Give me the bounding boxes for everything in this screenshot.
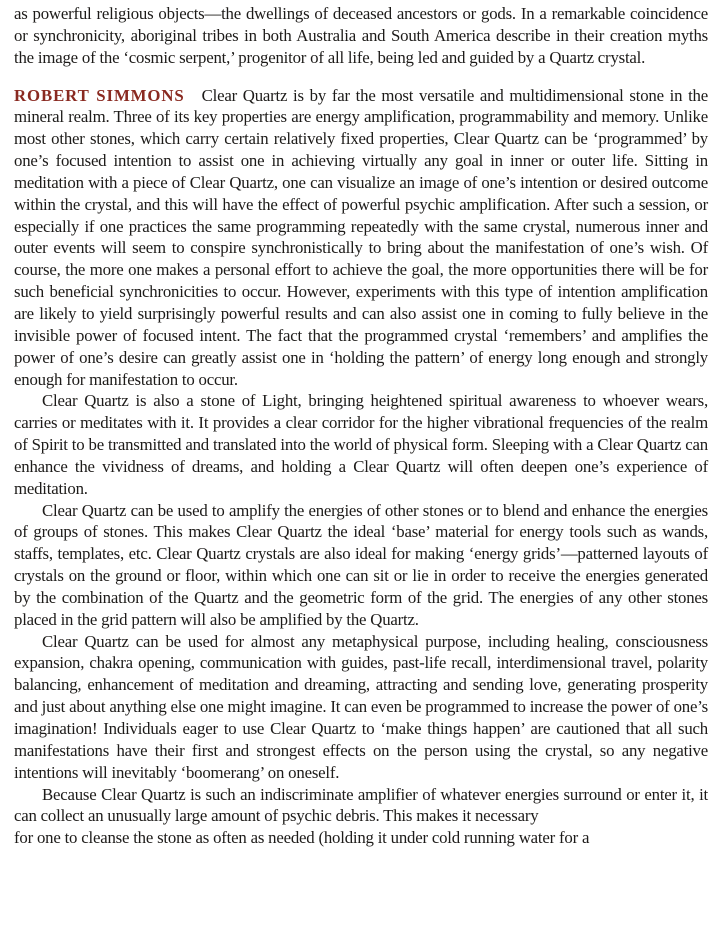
section-paragraph-robert-simmons [14,85,708,391]
paragraph-stone-of-light: Clear Quartz is also a stone of Light, bringing heightened spiritual awareness to whoever wears, carries or meditates with it. It provides a clear corridor for the higher vibrational frequencies of the realm of Spirit to be transmitted and translated into the world of physical form. Sleeping with a Clear Quartz can enhance the vividness of dreams, and holding a Clear Quartz will often deepen one’s experience of meditation. [14,391,708,498]
paragraph-continuation: as powerful religious objects—the dwellings of deceased ancestors or gods. In a remarkable coincidence or synchronicity, aboriginal tribes in both Australia and South America describe in their creation myths the image of the ‘cosmic serpent,’ progenitor of all life, being led and guided by a Quartz crystal. [14,4,708,67]
section-heading-robert-simmons: ROBERT SIMMONS [14,85,185,105]
section-body-text: Clear Quartz is by far the most versatile and multidimensional stone in the mineral realm. Three of its key properties are energy amplification, programmability and memory. Unlike most other stones, which carry certain relatively fixed properties, Clear Quartz can be ‘programmed’ by one’s focused intention to assist one in achieving virtually any goal in inner or outer life. Sitting in meditation with a piece of Clear Quartz, one can visualize an image of one’s intention or desired outcome within the crystal, and this will have the effect of powerful psychic amplification. After such a session, or especially if one practices the same programming repeatedly with the same crystal, numerous inner and outer events will seem to conspire synchronistically to bring about the manifestation of one’s wish. Of course, the more one makes a personal effort to achieve the goal, the more opportunities there will be for such beneficial synchronicities to occur. However, experiments with this type of intention amplification are likely to yield surprisingly powerful results and can also assist one in coming to fully believe in the invisible power of focused intent. The fact that the programmed crystal ‘remembers’ and amplifies the power of one’s desire can greatly assist one in ‘holding the pattern’ of energy long enough and strongly enough for manifestation to occur. [14,85,708,389]
clipped-bottom-text-line: for one to cleanse the stone as often as needed (holding it under cold running water for a [14,828,590,848]
paragraph-amplify-energies: Clear Quartz can be used to amplify the energies of other stones or to blend and enhance the energies of groups of stones. This makes Clear Quartz the ideal ‘base’ material for energy tools such as wands, staffs, templates, etc. Clear Quartz crystals are also ideal for making ‘energy grids’—patterned layouts of crystals on the ground or floor, within which one can sit or lie in order to receive the energies generated by the combination of the Quartz and the geometric form of the grid. The energies of any other stones placed in the grid pattern will also be amplified by the Quartz. [14,500,708,629]
paragraph-metaphysical-purpose: Clear Quartz can be used for almost any metaphysical purpose, including healing, consciousness expansion, chakra opening, communication with guides, past-life recall, interdimensional travel, polarity balancing, enhancement of meditation and dreaming, attracting and sending love, generating prosperity and just about anything else one might imagine. It can even be programmed to increase the power of one’s imagination! Individuals eager to use Clear Quartz to ‘make things happen’ are cautioned that all such manifestations have their first and strongest effects on the person using the crystal, so any negative intentions will inevitably ‘boomerang’ on oneself. [14,631,708,782]
paragraph-psychic-debris: Because Clear Quartz is such an indiscriminate amplifier of whatever energies surround or enter it, it can collect an unusually large amount of psychic debris. This makes it necessary [14,784,708,826]
